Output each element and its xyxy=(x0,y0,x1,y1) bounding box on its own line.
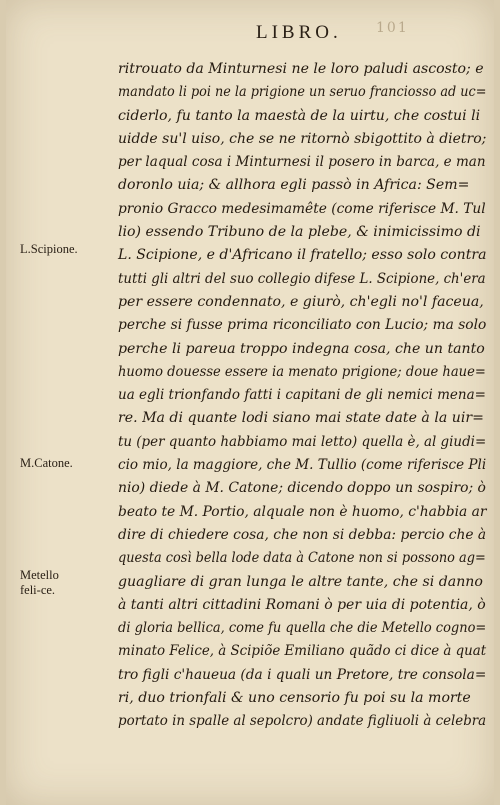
text-line: ri, duo trionfali & uno censorio fu poi su la morte xyxy=(118,690,471,707)
text-line: uidde su'l uiso, che se ne ritornò sbigottito à dietro; xyxy=(118,130,487,147)
margin-note-scipione: L.Scipione. xyxy=(20,242,78,256)
text-line: mandato li poi ne la prigione un seruo franciosso ad uc= xyxy=(118,84,487,101)
text-line: nio) diede à M. Catone; dicendo doppo un sospiro; ò xyxy=(118,480,486,497)
text-line: tutti gli altri del suo collegio difese L. Scipione, ch'era xyxy=(118,270,486,287)
text-line: perche li pareua troppo indegna cosa, che un tanto xyxy=(118,340,485,357)
text-line: minato Felice, à Scipiõe Emiliano quãdo ci dice à quat xyxy=(118,643,487,660)
text-line: à tanti altri cittadini Romani ò per uia di potentia, ò xyxy=(118,596,486,613)
text-line: questa così bella lode data à Catone non si possono ag= xyxy=(118,550,486,567)
text-line: perche si fusse prima riconciliato con Lucio; ma solo xyxy=(118,317,487,334)
text-line: L. Scipione, e d'Africano il fratello; esso solo contra xyxy=(118,247,487,264)
margin-note-metello: Metello feli-ce. xyxy=(20,568,59,597)
margin-note-catone: M.Catone. xyxy=(20,456,73,470)
text-line: per laqual cosa i Minturnesi il posero in barca, e man xyxy=(118,154,486,171)
text-line: ciderlo, fu tanto la maestà de la uirtu, che costui li xyxy=(118,107,481,124)
book-page xyxy=(6,0,494,805)
text-line: ua egli trionfando fatti i capitani de gli nemici mena= xyxy=(118,387,486,404)
text-line: beato te M. Portio, alquale non è huomo, c'habbia ar xyxy=(118,503,487,520)
running-header: LIBRO. xyxy=(256,22,342,43)
text-line: lio) essendo Tribuno de la plebe, & inimicissimo di xyxy=(118,224,481,241)
text-line: tro figli c'haueua (da i quali un Pretore, tre consola= xyxy=(118,666,487,683)
text-line: huomo douesse essere ia menato prigione; doue haue= xyxy=(118,363,486,380)
bleed-through-text: 101 xyxy=(376,20,409,36)
text-line: ritrouato da Minturnesi ne le loro paludi ascosto; e xyxy=(118,61,484,77)
text-line: guagliare di gran lunga le altre tante, che si danno xyxy=(118,573,483,590)
text-line: per essere condennato, e giurò, ch'egli no'l faceua, xyxy=(118,293,484,310)
body-text-block xyxy=(118,58,488,734)
text-line: portato in spalle al sepolcro) andate figliuoli à celebra xyxy=(118,713,487,730)
text-line: dire di chiedere cosa, che non si debba: percio che à xyxy=(118,526,487,543)
text-line: cio mio, la maggiore, che M. Tullio (come riferisce Pli xyxy=(118,457,487,474)
text-line: doronlo uia; & allhora egli passò in Africa: Sem= xyxy=(118,177,470,194)
text-line: di gloria bellica, come fu quella che die Metello cogno= xyxy=(118,620,487,637)
text-line: re. Ma di quante lodi siano mai state date à la uir= xyxy=(118,410,484,427)
text-line: tu (per quanto habbiamo mai letto) quella è, al giudi= xyxy=(118,433,487,450)
text-line: pronio Gracco medesimamête (come riferisce M. Tul xyxy=(118,200,486,217)
